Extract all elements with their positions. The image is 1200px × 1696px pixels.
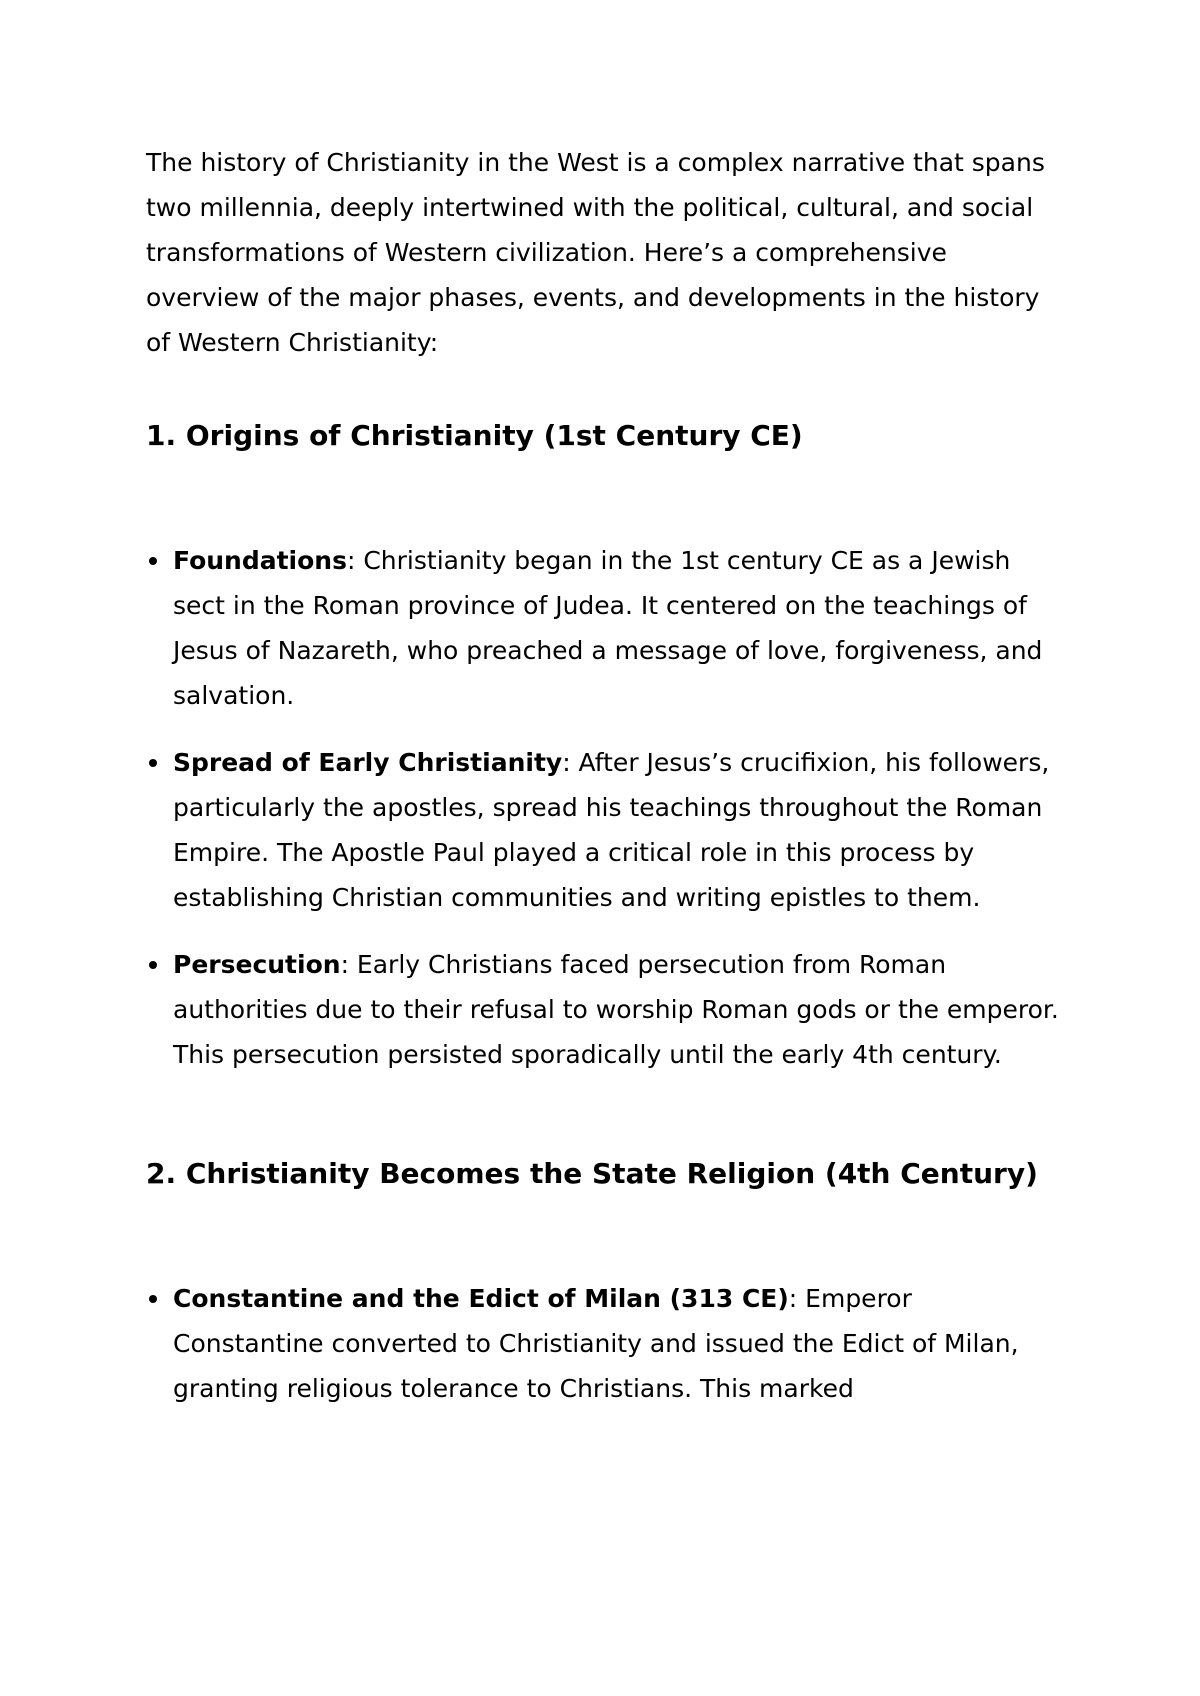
item-text: : Christianity began in the 1st century CE as a Jewish sect in the Roman province of Judea. It centered on the teachings of Jesus of Nazareth, who preached a message of love, forgiveness, and salvation.	[173, 546, 1043, 710]
bullet-icon	[149, 961, 157, 969]
bullet-icon	[149, 759, 157, 767]
list-item	[146, 942, 1066, 1077]
section-heading-origins: 1. Origins of Christianity (1st Century CE)	[146, 419, 803, 452]
list-item	[146, 740, 1066, 920]
term-label: Persecution	[173, 950, 341, 979]
list-item	[146, 1276, 1066, 1411]
term-label: Constantine and the Edict of Milan (313 CE)	[173, 1284, 789, 1313]
list-item	[146, 538, 1066, 718]
item-text: : Emperor Constantine converted to Christianity and issued the Edict of Milan, granting religious tolerance to Christians. This marked	[173, 1284, 1019, 1403]
item-text: : Early Christians faced persecution from Roman authorities due to their refusal to worship Roman gods or the emperor. This persecution persisted sporadically until the early 4th century.	[173, 950, 1059, 1069]
bullet-icon	[149, 557, 157, 565]
term-label: Foundations	[173, 546, 347, 575]
bullet-icon	[149, 1295, 157, 1303]
term-label: Spread of Early Christianity	[173, 748, 563, 777]
section-list-state-religion	[146, 1276, 1066, 1411]
section-heading-state-religion: 2. Christianity Becomes the State Religion (4th Century)	[146, 1157, 1038, 1190]
document-page	[146, 140, 1066, 1433]
intro-paragraph: The history of Christianity in the West is a complex narrative that spans two millennia, deeply intertwined with the political, cultural, and social transformations of Western civilization. Here’s a comprehensive overview of the major phases, events, and developments in the history of Western Christianity:	[146, 148, 1045, 357]
section-list-origins	[146, 538, 1066, 1077]
item-text: : After Jesus’s crucifixion, his followers, particularly the apostles, spread his teachings throughout the Roman Empire. The Apostle Paul played a critical role in this process by establishing Christian communities and writing epistles to them.	[173, 748, 1050, 912]
